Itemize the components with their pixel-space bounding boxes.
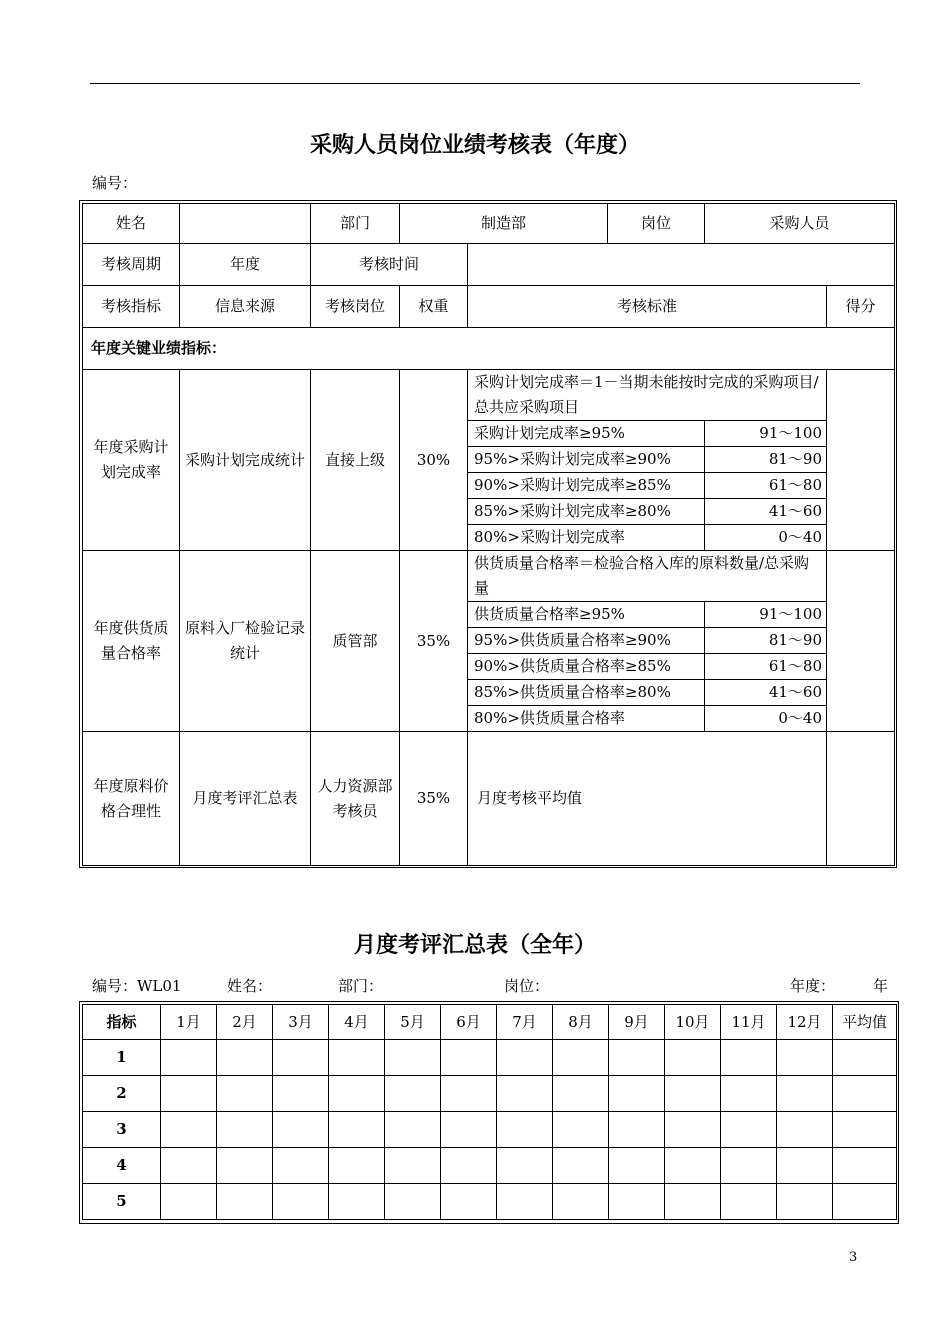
summary-cell[interactable]	[441, 1112, 497, 1148]
indicator-weight: 35%	[400, 732, 468, 866]
page-title: 采购人员岗位业绩考核表（年度）	[309, 132, 640, 158]
summary-year-label: 年度：	[790, 977, 836, 995]
summary-cell[interactable]	[721, 1040, 777, 1076]
summary-cell[interactable]	[609, 1184, 665, 1220]
summary-cell[interactable]	[665, 1076, 721, 1112]
summary-post-label: 岗位：	[504, 977, 550, 995]
col-weight: 权重	[400, 286, 468, 328]
info-row	[83, 204, 895, 244]
indicator-row	[83, 732, 895, 866]
indicator-weight: 30%	[400, 370, 468, 551]
summary-cell[interactable]	[385, 1112, 441, 1148]
column-header-row	[83, 286, 895, 328]
indicator-post: 直接上级	[311, 370, 400, 551]
summary-header-row	[83, 1005, 897, 1040]
summary-title: 月度考评汇总表（全年）	[353, 932, 596, 958]
indicator-name: 年度采购计划完成率	[83, 370, 180, 551]
summary-row-label: 4	[83, 1148, 161, 1184]
period-row	[83, 244, 895, 286]
summary-cell[interactable]	[777, 1076, 833, 1112]
summary-serial: 编号：WL01	[92, 977, 182, 995]
header-rule	[90, 83, 860, 84]
summary-row-label: 3	[83, 1112, 161, 1148]
summary-cell[interactable]	[497, 1040, 553, 1076]
summary-col-header: 2月	[217, 1005, 273, 1040]
summary-row	[83, 1148, 897, 1184]
criteria-condition: 采购计划完成率≥95%	[468, 421, 705, 447]
summary-cell[interactable]	[273, 1076, 329, 1112]
assessment-table	[82, 203, 895, 866]
col-post: 考核岗位	[311, 286, 400, 328]
summary-cell[interactable]	[273, 1184, 329, 1220]
summary-name-label: 姓名：	[227, 977, 273, 995]
summary-cell[interactable]	[609, 1040, 665, 1076]
criteria-score: 0～40	[705, 706, 827, 732]
summary-cell[interactable]	[833, 1148, 897, 1184]
summary-row	[83, 1040, 897, 1076]
summary-cell[interactable]	[497, 1148, 553, 1184]
serial-label: 编号：	[92, 174, 138, 192]
summary-cell[interactable]	[385, 1184, 441, 1220]
summary-cell[interactable]	[721, 1148, 777, 1184]
section-row	[83, 328, 895, 370]
summary-col-header: 9月	[609, 1005, 665, 1040]
summary-cell[interactable]	[721, 1076, 777, 1112]
indicator-name: 年度供货质量合格率	[83, 551, 180, 732]
criteria-condition: 80%>采购计划完成率	[468, 525, 705, 551]
summary-cell[interactable]	[329, 1040, 385, 1076]
summary-cell[interactable]	[777, 1112, 833, 1148]
indicator-source: 采购计划完成统计	[180, 370, 311, 551]
criteria-condition: 95%>采购计划完成率≥90%	[468, 447, 705, 473]
indicator-formula: 供货质量合格率＝检验合格入库的原料数量/总采购量	[468, 551, 827, 602]
summary-cell[interactable]	[833, 1040, 897, 1076]
summary-table	[82, 1004, 897, 1220]
criteria-condition: 85%>采购计划完成率≥80%	[468, 499, 705, 525]
criteria-score: 91～100	[705, 602, 827, 628]
summary-col-header: 11月	[721, 1005, 777, 1040]
summary-cell[interactable]	[217, 1040, 273, 1076]
dept-label: 部门	[311, 204, 400, 244]
summary-col-header: 1月	[161, 1005, 217, 1040]
indicator-post: 人力资源部考核员	[311, 732, 400, 866]
summary-cell[interactable]	[665, 1040, 721, 1076]
summary-cell[interactable]	[329, 1184, 385, 1220]
summary-cell[interactable]	[609, 1076, 665, 1112]
criteria-score: 91～100	[705, 421, 827, 447]
summary-cell[interactable]	[497, 1076, 553, 1112]
summary-cell[interactable]	[161, 1184, 217, 1220]
summary-cell[interactable]	[609, 1148, 665, 1184]
col-indicator: 考核指标	[83, 286, 180, 328]
name-value[interactable]	[180, 204, 311, 244]
summary-cell[interactable]	[777, 1148, 833, 1184]
criteria-condition: 90%>供货质量合格率≥85%	[468, 654, 705, 680]
summary-col-header: 3月	[273, 1005, 329, 1040]
summary-cell[interactable]	[273, 1112, 329, 1148]
indicator-source: 月度考评汇总表	[180, 732, 311, 866]
summary-cell[interactable]	[217, 1148, 273, 1184]
summary-cell[interactable]	[273, 1040, 329, 1076]
col-standard: 考核标准	[468, 286, 827, 328]
summary-cell[interactable]	[161, 1148, 217, 1184]
period-label: 考核周期	[83, 244, 180, 286]
criteria-condition: 95%>供货质量合格率≥90%	[468, 628, 705, 654]
summary-cell[interactable]	[217, 1184, 273, 1220]
summary-col-header: 5月	[385, 1005, 441, 1040]
summary-row	[83, 1184, 897, 1220]
section-label: 年度关键业绩指标：	[83, 328, 895, 370]
summary-cell[interactable]	[441, 1148, 497, 1184]
summary-col-header: 平均值	[833, 1005, 897, 1040]
summary-cell[interactable]	[217, 1076, 273, 1112]
summary-cell[interactable]	[497, 1184, 553, 1220]
summary-col-header: 8月	[553, 1005, 609, 1040]
summary-cell[interactable]	[833, 1112, 897, 1148]
summary-cell[interactable]	[161, 1040, 217, 1076]
summary-meta	[92, 975, 892, 997]
summary-col-header: 4月	[329, 1005, 385, 1040]
summary-cell[interactable]	[553, 1076, 609, 1112]
col-source: 信息来源	[180, 286, 311, 328]
summary-col-header: 7月	[497, 1005, 553, 1040]
score-cell[interactable]	[827, 551, 895, 732]
summary-row	[83, 1076, 897, 1112]
indicator-row	[83, 551, 895, 602]
summary-cell[interactable]	[385, 1148, 441, 1184]
dept-value[interactable]: 制造部	[400, 204, 608, 244]
summary-cell[interactable]	[833, 1184, 897, 1220]
page-number: 3	[849, 1250, 858, 1265]
criteria-condition: 90%>采购计划完成率≥85%	[468, 473, 705, 499]
name-label: 姓名	[83, 204, 180, 244]
summary-cell[interactable]	[553, 1148, 609, 1184]
criteria-score: 0～40	[705, 525, 827, 551]
summary-cell[interactable]	[161, 1076, 217, 1112]
summary-cell[interactable]	[217, 1112, 273, 1148]
score-cell[interactable]	[827, 370, 895, 551]
summary-cell[interactable]	[385, 1076, 441, 1112]
summary-col-header: 6月	[441, 1005, 497, 1040]
summary-cell[interactable]	[777, 1184, 833, 1220]
summary-cell[interactable]	[721, 1112, 777, 1148]
criteria-condition: 85%>供货质量合格率≥80%	[468, 680, 705, 706]
summary-cell[interactable]	[833, 1076, 897, 1112]
criteria-score: 81～90	[705, 447, 827, 473]
summary-cell[interactable]	[553, 1184, 609, 1220]
summary-cell[interactable]	[441, 1184, 497, 1220]
summary-col-header: 指标	[83, 1005, 161, 1040]
indicator-standard: 月度考核平均值	[468, 732, 827, 866]
criteria-score: 61～80	[705, 473, 827, 499]
summary-col-header: 12月	[777, 1005, 833, 1040]
criteria-condition: 80%>供货质量合格率	[468, 706, 705, 732]
summary-cell[interactable]	[553, 1040, 609, 1076]
criteria-score: 61～80	[705, 654, 827, 680]
summary-cell[interactable]	[441, 1076, 497, 1112]
summary-cell[interactable]	[609, 1112, 665, 1148]
indicator-formula: 采购计划完成率＝1－当期未能按时完成的采购项目/总共应采购项目	[468, 370, 827, 421]
indicator-name: 年度原料价格合理性	[83, 732, 180, 866]
summary-row-label: 1	[83, 1040, 161, 1076]
summary-row	[83, 1112, 897, 1148]
indicator-weight: 35%	[400, 551, 468, 732]
post-value[interactable]: 采购人员	[705, 204, 895, 244]
summary-cell[interactable]	[385, 1040, 441, 1076]
summary-cell[interactable]	[161, 1112, 217, 1148]
summary-cell[interactable]	[665, 1184, 721, 1220]
summary-cell[interactable]	[273, 1148, 329, 1184]
indicator-post: 质管部	[311, 551, 400, 732]
summary-cell[interactable]	[721, 1184, 777, 1220]
summary-year-suffix: 年	[873, 977, 889, 995]
time-value[interactable]	[468, 244, 895, 286]
summary-cell[interactable]	[329, 1148, 385, 1184]
summary-row-label: 2	[83, 1076, 161, 1112]
summary-cell[interactable]	[329, 1076, 385, 1112]
summary-cell[interactable]	[329, 1112, 385, 1148]
criteria-score: 41～60	[705, 499, 827, 525]
indicator-row	[83, 370, 895, 421]
criteria-condition: 供货质量合格率≥95%	[468, 602, 705, 628]
summary-cell[interactable]	[497, 1112, 553, 1148]
summary-cell[interactable]	[553, 1112, 609, 1148]
indicator-source: 原料入厂检验记录统计	[180, 551, 311, 732]
time-label: 考核时间	[311, 244, 468, 286]
summary-cell[interactable]	[777, 1040, 833, 1076]
post-label: 岗位	[608, 204, 705, 244]
col-score: 得分	[827, 286, 895, 328]
summary-col-header: 10月	[665, 1005, 721, 1040]
criteria-score: 81～90	[705, 628, 827, 654]
summary-cell[interactable]	[665, 1148, 721, 1184]
summary-row-label: 5	[83, 1184, 161, 1220]
summary-cell[interactable]	[441, 1040, 497, 1076]
summary-dept-label: 部门：	[338, 977, 384, 995]
criteria-score: 41～60	[705, 680, 827, 706]
period-value: 年度	[180, 244, 311, 286]
summary-cell[interactable]	[665, 1112, 721, 1148]
score-cell[interactable]	[827, 732, 895, 866]
